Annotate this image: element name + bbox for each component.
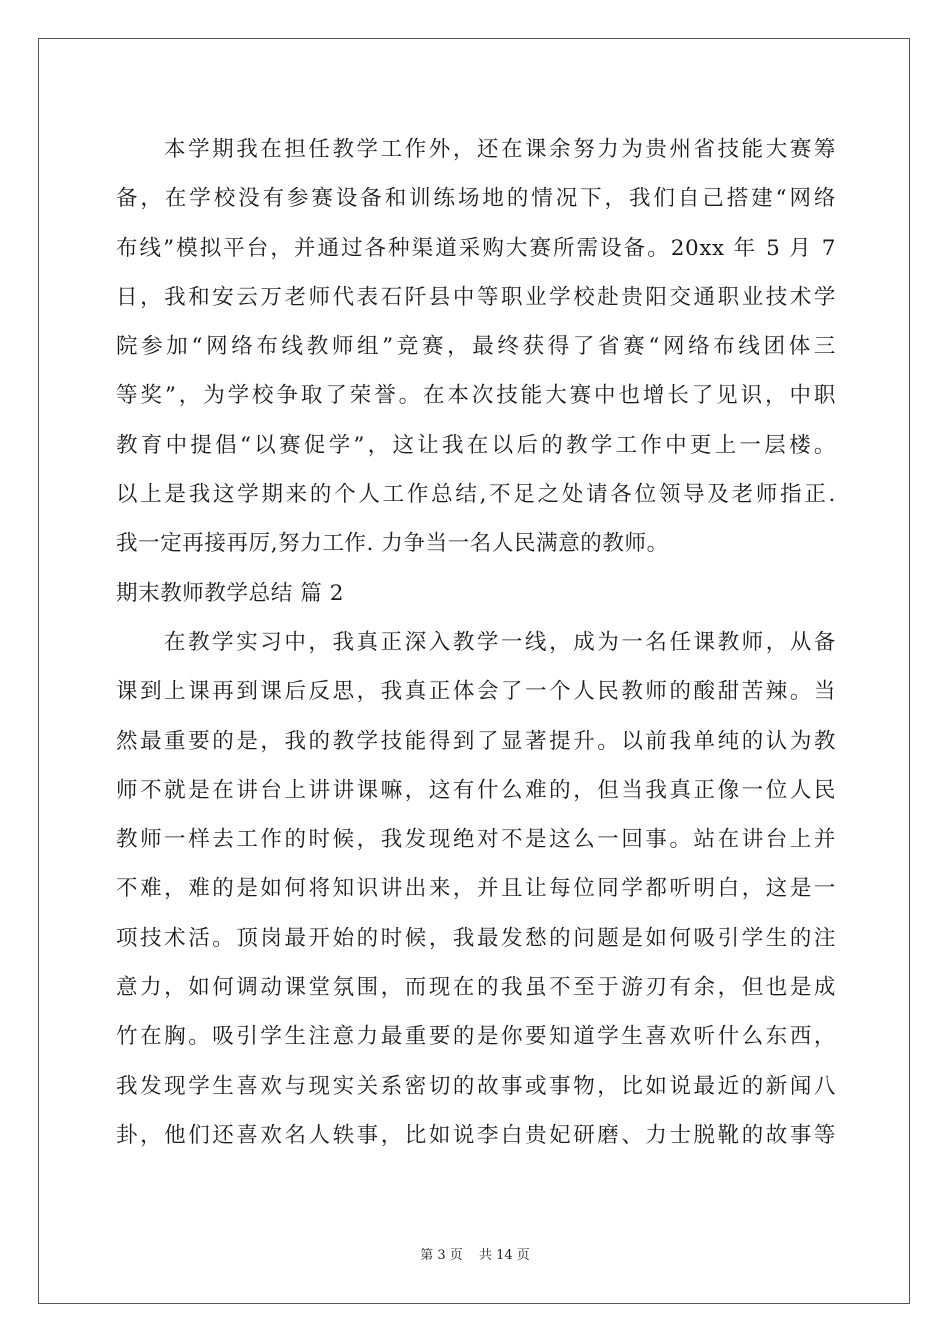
text-line: 我发现学生喜欢与现实关系密切的故事或事物，比如说最近的新闻八 [116,1073,836,1099]
text-line: 项技术活。顶岗最开始的时候，我最发愁的问题是如何吸引学生的注 [116,925,836,951]
text-line: 教师一样去工作的时候，我发现绝对不是这么一回事。站在讲台上并 [116,827,836,853]
page-footer [0,1244,950,1263]
text-line: 师不就是在讲台上讲讲课嘛，这有什么难的，但当我真正像一位人民 [116,777,836,803]
text-line: 然最重要的是，我的教学技能得到了显著提升。以前我单纯的认为教 [116,728,836,754]
text-line: 竹在胸。吸引学生注意力最重要的是你要知道学生喜欢听什么东西， [116,1024,836,1050]
text-line: 本学期我在担任教学工作外，还在课余努力为贵州省技能大赛筹 [164,137,836,162]
page-total: 共 14 页 [478,1248,530,1263]
text-line: 备，在学校没有参赛设备和训练场地的情况下，我们自己搭建“网络 [116,186,836,212]
document-body [116,125,836,1160]
text-line: 日，我和安云万老师代表石阡县中等职业学校赴贵阳交通职业技术学 [116,284,836,310]
text-line: 教育中提倡“以赛促学”，这让我在以后的教学工作中更上一层楼。 [116,432,836,458]
text-line: 课到上课再到课后反思，我真正体会了一个人民教师的酸甜苦辣。当 [116,679,836,705]
section-heading: 期末教师教学总结 篇 2 [116,580,345,606]
text-line: 在教学实习中，我真正深入教学一线，成为一名任课教师，从备 [164,629,836,655]
text-line: 布线”模拟平台，并通过各种渠道采购大赛所需设备。20xx 年 5 月 7 [116,235,836,261]
page-number: 第 3 页 [420,1248,463,1263]
text-line: 以上是我这学期来的个人工作总结,不足之处请各位领导及老师指正. [116,482,836,508]
text-line: 卦，他们还喜欢名人轶事，比如说李白贵妃研磨、力士脱靴的故事等 [116,1122,836,1148]
text-line: 不难，难的是如何将知识讲出来，并且让每位同学都听明白，这是一 [116,876,836,902]
text-line: 我一定再接再厉,努力工作. 力争当一名人民满意的教师。 [116,531,669,557]
text-line: 等奖”，为学校争取了荣誉。在本次技能大赛中也增长了见识，中职 [116,383,836,409]
text-line: 意力，如何调动课堂氛围，而现在的我虽不至于游刃有余，但也是成 [116,975,836,1001]
text-line: 院参加“网络布线教师组”竞赛，最终获得了省赛“网络布线团体三 [116,334,836,360]
